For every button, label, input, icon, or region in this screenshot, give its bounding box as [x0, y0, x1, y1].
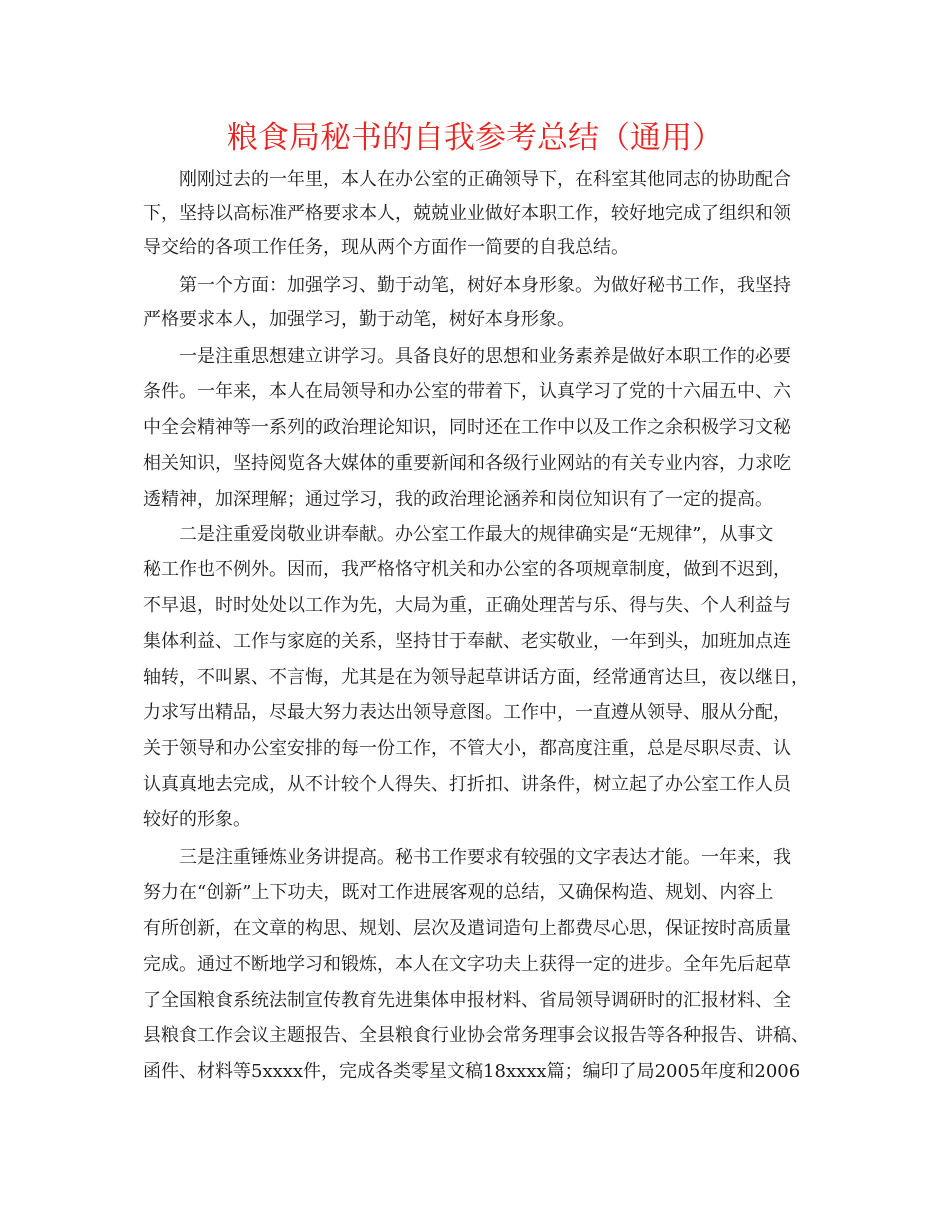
- text-line: 透精神，加深理解；通过学习，我的政治理论涵养和岗位知识有了一定的提高。: [143, 489, 773, 510]
- text-line: 有所创新，在文章的构思、规划、层次及遣词造句上都费尽心思，保证按时高质量: [143, 918, 791, 939]
- document-title: 粮食局秘书的自我参考总结（通用）: [227, 120, 723, 156]
- text-line: 中全会精神等一系列的政治理论知识，同时还在工作中以及工作之余积极学习文秘: [143, 417, 791, 438]
- text-line: 集体利益、工作与家庭的关系，坚持甘于奉献、老实敬业，一年到头，加班加点连: [143, 631, 791, 652]
- text-line: 完成。通过不断地学习和锻炼，本人在文字功夫上获得一定的进步。全年先后起草: [143, 954, 791, 975]
- text-line: 刚刚过去的一年里，本人在办公室的正确领导下，在科室其他同志的协助配合: [179, 169, 791, 190]
- text-line: 函件、材料等5xxxx件，完成各类零星文稿18xxxx篇；编印了局2005年度和2006: [143, 1061, 801, 1082]
- text-line: 较好的形象。: [143, 809, 251, 830]
- text-line: 轴转，不叫累、不言悔，尤其是在为领导起草讲话方面，经常通宵达旦，夜以继日，: [143, 667, 809, 688]
- text-line: 三是注重锤炼业务讲提高。秘书工作要求有较强的文字表达才能。一年来，我: [179, 847, 791, 868]
- text-line: 认真真地去完成，从不计较个人得失、打折扣、讲条件，树立起了办公室工作人员: [143, 774, 791, 795]
- text-line: 条件。一年来，本人在局领导和办公室的带着下，认真学习了党的十六届五中、六: [143, 381, 791, 402]
- text-line: 努力在“创新”上下功夫，既对工作进展客观的总结，又确保构造、规划、内容上: [143, 882, 774, 903]
- text-line: 下，坚持以高标准严格要求本人，兢兢业业做好本职工作，较好地完成了组织和领: [143, 203, 791, 224]
- text-line: 县粮食工作会议主题报告、全县粮食行业协会常务理事会议报告等各种报告、讲稿、: [143, 1025, 809, 1046]
- text-line: 严格要求本人，加强学习，勤于动笔，树好本身形象。: [143, 309, 575, 330]
- text-line: 关于领导和办公室安排的每一份工作，不管大小，都高度注重，总是尽职尽责、认: [143, 738, 791, 759]
- text-line: 第一个方面：加强学习、勤于动笔，树好本身形象。为做好秘书工作，我坚持: [179, 275, 791, 296]
- text-line: 力求写出精品，尽最大努力表达出领导意图。工作中，一直遵从领导、服从分配，: [143, 702, 791, 723]
- text-line: 二是注重爱岗敬业讲奉献。办公室工作最大的规律确实是“无规律”，从事文: [179, 524, 774, 545]
- text-line: 了全国粮食系统法制宣传教育先进集体申报材料、省局领导调研时的汇报材料、全: [143, 990, 791, 1011]
- text-line: 秘工作也不例外。因而，我严格恪守机关和办公室的各项规章制度，做到不迟到，: [143, 559, 791, 580]
- text-line: 一是注重思想建立讲学习。具备良好的思想和业务素养是做好本职工作的必要: [179, 346, 791, 367]
- text-line: 不早退，时时处处以工作为先，大局为重，正确处理苦与乐、得与失、个人利益与: [143, 595, 791, 616]
- text-line: 相关知识，坚持阅览各大媒体的重要新闻和各级行业网站的有关专业内容，力求吃: [143, 453, 791, 474]
- text-line: 导交给的各项工作任务，现从两个方面作一简要的自我总结。: [143, 237, 629, 258]
